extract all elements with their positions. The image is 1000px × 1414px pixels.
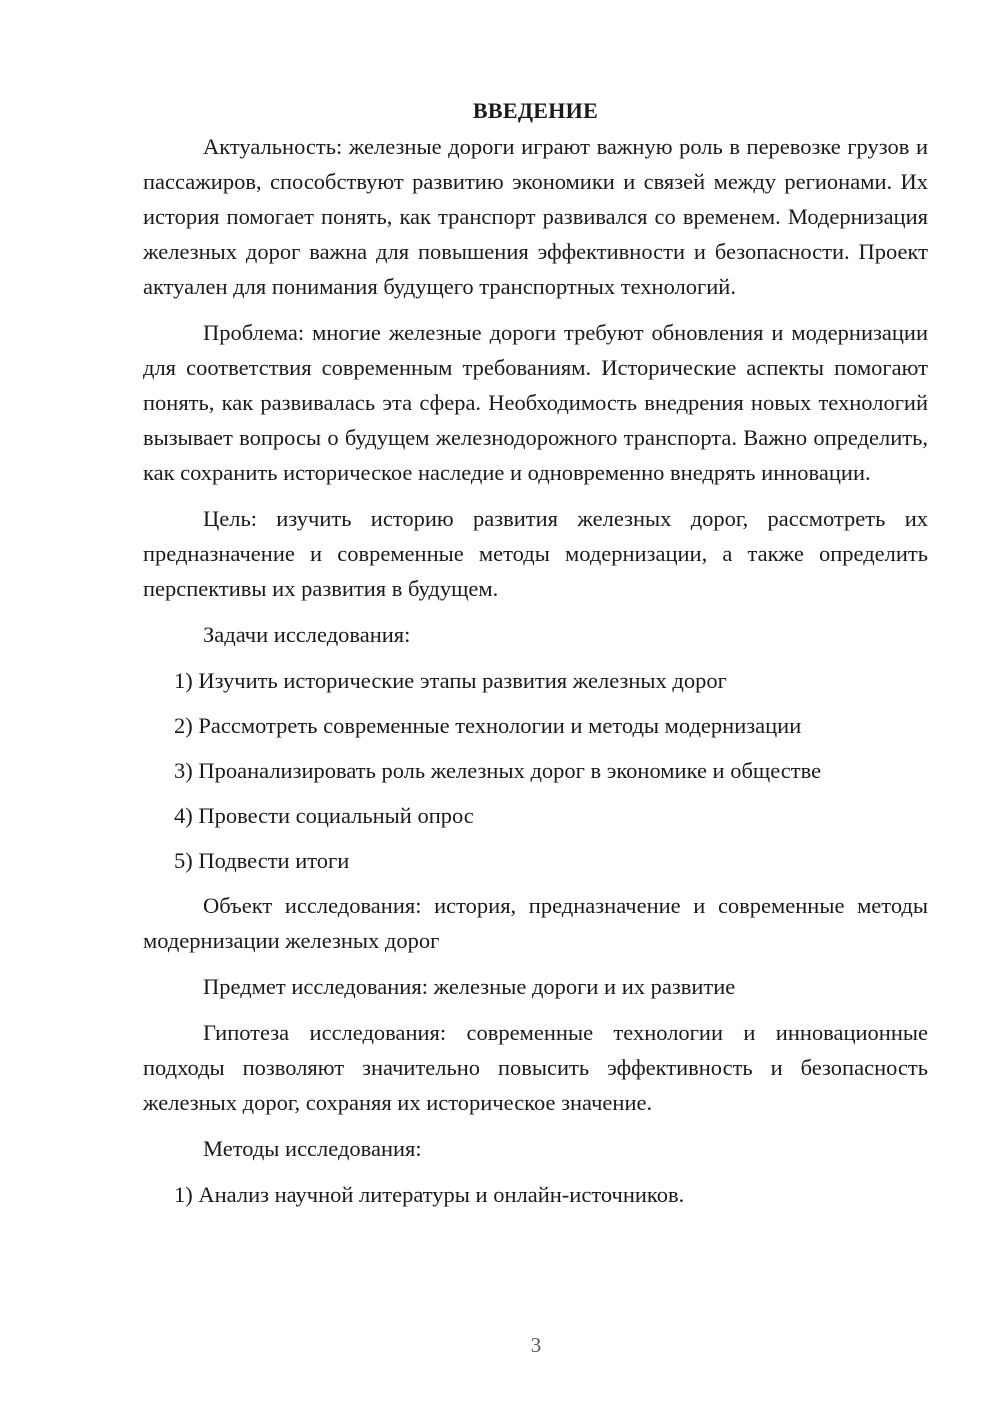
task-item-4: 4) Провести социальный опрос: [174, 803, 474, 828]
subject-paragraph: Предмет исследования: железные дороги и их развитие: [203, 974, 736, 999]
methods-heading: Методы исследования:: [203, 1136, 422, 1161]
tasks-heading: Задачи исследования:: [203, 622, 411, 647]
task-item-1: 1) Изучить исторические этапы развития железных дорог: [174, 668, 727, 693]
document-page: [143, 93, 928, 1212]
method-item-1: 1) Анализ научной литературы и онлайн-источников.: [174, 1182, 685, 1207]
task-item-3: 3) Проанализировать роль железных дорог в экономике и обществе: [174, 758, 822, 783]
section-heading: ВВЕДЕНИЕ: [472, 98, 599, 123]
task-item-5: 5) Подвести итоги: [174, 848, 350, 873]
goal-paragraph: Цель: изучить историю развития железных дорог, рассмотреть их предназначение и современные методы модернизации, а также определить перспективы их развития в будущем.: [143, 506, 928, 601]
relevance-paragraph: Актуальность: железные дороги играют важную роль в перевозке грузов и пассажиров, способствуют развитию экономики и связей между регионами. Их история помогает понять, как транспорт развивался со временем. Модернизация железных дорог важна для повышения эффективности и безопасности. Проект актуален для понимания будущего транспортных технологий.: [143, 134, 928, 299]
problem-paragraph: Проблема: многие железные дороги требуют обновления и модернизации для соответствия современным требованиям. Исторические аспекты помогают понять, как развивалась эта сфера. Необходимость внедрения новых технологий вызывает вопросы о будущем железнодорожного транспорта. Важно определить, как сохранить историческое наследие и одновременно внедрять инновации.: [143, 320, 928, 485]
page-number: 3: [530, 1333, 542, 1357]
task-item-2: 2) Рассмотреть современные технологии и методы модернизации: [174, 713, 802, 738]
object-paragraph: Объект исследования: история, предназначение и современные методы модернизации железных дорог: [143, 893, 928, 953]
hypothesis-paragraph: Гипотеза исследования: современные технологии и инновационные подходы позволяют значительно повысить эффективность и безопасность железных дорог, сохраняя их историческое значение.: [143, 1020, 928, 1115]
